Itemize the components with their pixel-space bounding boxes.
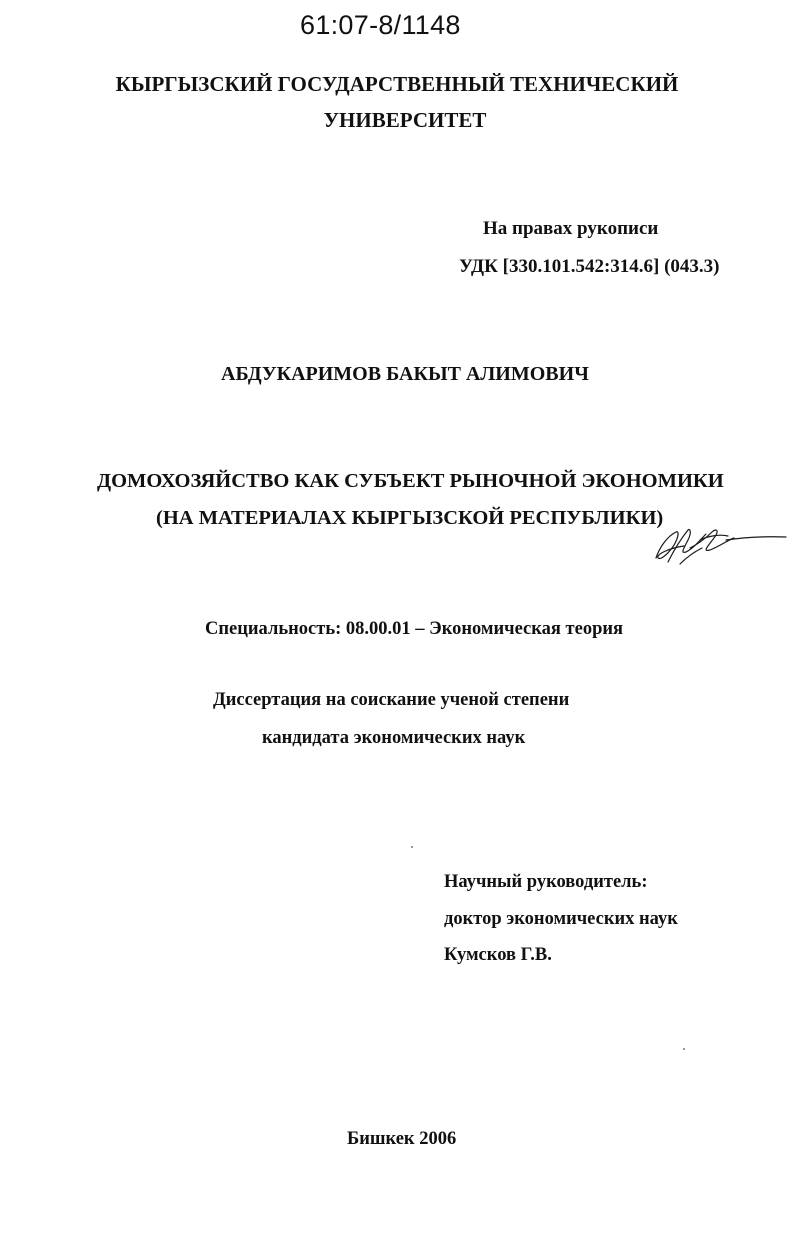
university-name-line1: КЫРГЫЗСКИЙ ГОСУДАРСТВЕННЫЙ ТЕХНИЧЕСКИЙ xyxy=(115,72,679,96)
dissertation-title-line2: (НА МАТЕРИАЛАХ КЫРГЫЗСКОЙ РЕСПУБЛИКИ) xyxy=(156,507,664,529)
scan-speck xyxy=(683,1048,685,1050)
handwritten-signature xyxy=(650,518,790,570)
supervisor-name: Кумсков Г.В. xyxy=(444,945,552,965)
dissertation-title-line1: ДОМОХОЗЯЙСТВО КАК СУБЪЕКТ РЫНОЧНОЙ ЭКОНОМИКИ xyxy=(97,470,724,492)
udc-code: УДК [330.101.542:314.6] (043.3) xyxy=(459,256,720,277)
city-year: Бишкек 2006 xyxy=(347,1129,457,1149)
dissertation-type-line1: Диссертация на соискание ученой степени xyxy=(213,690,570,710)
catalog-code: 61:07-8/1148 xyxy=(300,10,461,40)
scan-speck xyxy=(411,846,413,848)
supervisor-degree: доктор экономических наук xyxy=(444,909,678,929)
specialty: Специальность: 08.00.01 – Экономическая теория xyxy=(205,619,624,639)
dissertation-type-line2: кандидата экономических наук xyxy=(262,728,526,748)
supervisor-label: Научный руководитель: xyxy=(444,872,648,892)
university-name-line2: УНИВЕРСИТЕТ xyxy=(323,108,487,132)
author-name: АБДУКАРИМОВ БАКЫТ АЛИМОВИЧ xyxy=(221,363,589,385)
manuscript-rights: На правах рукописи xyxy=(483,218,659,239)
